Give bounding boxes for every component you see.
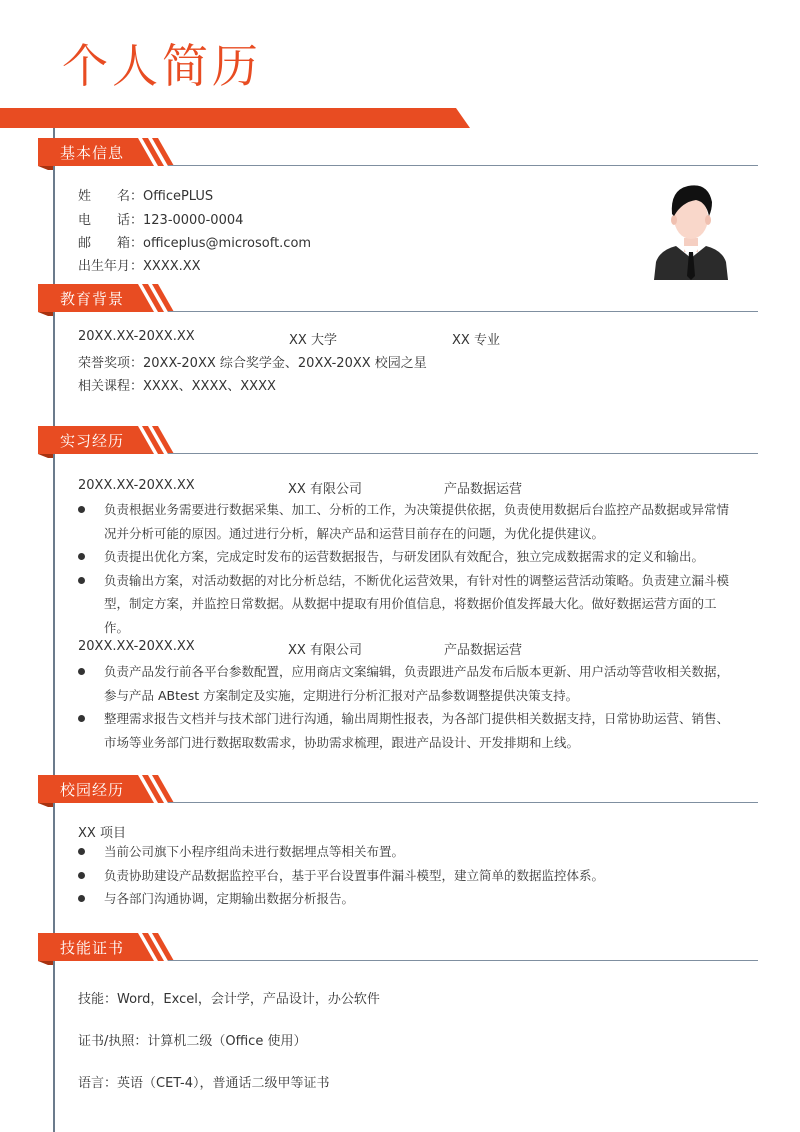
skills-line: 技能：Word，Excel，会计学，产品设计，办公软件	[78, 992, 380, 1007]
section-rule	[168, 165, 758, 166]
email-label: 邮 箱：	[78, 236, 144, 251]
section-title: 实习经历	[60, 432, 125, 450]
birth-label: 出生年月：	[78, 259, 144, 274]
section-title: 技能证书	[60, 939, 125, 957]
bullet-icon	[78, 668, 85, 675]
email-row	[78, 232, 311, 251]
honors-label: 荣誉奖项：	[78, 356, 144, 371]
list-item: 负责根据业务需要进行数据采集、加工、分析的工作，为决策提供依据，负责使用数据后台监控产品数据或异常情况并分析可能的原因。通过进行分析，解决产品和运营目前存在的问题，为优化提供建议。	[78, 498, 738, 545]
birth-value: XXXX.XX	[143, 259, 201, 274]
name-label: 姓 名：	[78, 189, 144, 204]
section-rule	[168, 802, 758, 803]
education-school: XX 大学	[289, 333, 337, 348]
section-skills-header	[38, 933, 758, 965]
section-campus-header	[38, 775, 758, 807]
top-accent-band	[0, 108, 470, 128]
certificates-line: 证书/执照：计算机二级（Office 使用）	[78, 1034, 307, 1049]
section-rule	[168, 960, 758, 961]
bullet-icon	[78, 577, 85, 584]
section-rule	[168, 311, 758, 312]
timeline-line	[53, 128, 55, 1132]
bullet-icon	[78, 872, 85, 879]
job-2-bullets	[78, 660, 738, 754]
campus-bullets	[78, 840, 738, 911]
job-1-period: 20XX.XX-20XX.XX	[78, 478, 195, 493]
phone-value: 123-0000-0004	[143, 213, 244, 228]
section-basic-header	[38, 138, 758, 170]
bullet-icon	[78, 848, 85, 855]
section-internship-header	[38, 426, 758, 458]
list-item: 整理需求报告文档并与技术部门进行沟通，输出周期性报表，为各部门提供相关数据支持，日常协助运营、销售、市场等业务部门进行数据取数需求，协助需求梳理，跟进产品设计、开发排期和上线。	[78, 707, 738, 754]
job-1-company: XX 有限公司	[288, 482, 362, 497]
section-education-header	[38, 284, 758, 316]
list-item: 负责输出方案，对活动数据的对比分析总结，不断优化运营效果，有针对性的调整运营活动策略。负责建立漏斗模型，制定方案，并监控日常数据。从数据中提取有用价值信息，将数据价值发挥最大化。做好数据运营方面的工作。	[78, 569, 738, 640]
list-item: 负责协助建设产品数据监控平台，基于平台设置事件漏斗模型，建立简单的数据监控体系。	[78, 864, 738, 888]
phone-row	[78, 209, 243, 228]
list-item: 负责提出优化方案，完成定时发布的运营数据报告，与研发团队有效配合，独立完成数据需求的定义和输出。	[78, 545, 738, 569]
languages-line: 语言：英语（CET-4），普通话二级甲等证书	[78, 1076, 330, 1091]
campus-project: XX 项目	[78, 826, 126, 841]
section-title: 教育背景	[60, 290, 125, 308]
honors-value: 20XX-20XX 综合奖学金、20XX-20XX 校园之星	[143, 356, 427, 371]
education-major: XX 专业	[452, 333, 500, 348]
bullet-icon	[78, 715, 85, 722]
phone-label: 电 话：	[78, 213, 144, 228]
name-value: OfficePLUS	[143, 189, 214, 204]
list-item: 与各部门沟通协调，定期输出数据分析报告。	[78, 887, 738, 911]
bullet-icon	[78, 506, 85, 513]
resume-title: 个人简历	[62, 39, 262, 93]
education-courses-row	[78, 375, 276, 394]
section-rule	[168, 453, 758, 454]
job-1-bullets	[78, 498, 738, 639]
courses-value: XXXX、XXXX、XXXX	[143, 379, 276, 394]
list-item: 当前公司旗下小程序组尚未进行数据埋点等相关布置。	[78, 840, 738, 864]
name-row	[78, 185, 213, 204]
job-1-role: 产品数据运营	[444, 482, 523, 497]
education-honors-row	[78, 352, 427, 371]
education-period: 20XX.XX-20XX.XX	[78, 329, 195, 344]
person-avatar-icon	[652, 180, 730, 280]
email-value: officeplus@microsoft.com	[143, 236, 312, 251]
bullet-icon	[78, 895, 85, 902]
section-title: 基本信息	[60, 144, 125, 162]
list-item: 负责产品发行前各平台参数配置，应用商店文案编辑，负责跟进产品发布后版本更新、用户活动等营收相关数据，参与产品 ABtest 方案制定及实施，定期进行分析汇报对产品参数调整提供决策支持。	[78, 660, 738, 707]
bullet-icon	[78, 553, 85, 560]
section-title: 校园经历	[60, 781, 125, 799]
job-2-company: XX 有限公司	[288, 643, 362, 658]
courses-label: 相关课程：	[78, 379, 144, 394]
birth-row	[78, 255, 201, 274]
job-2-period: 20XX.XX-20XX.XX	[78, 639, 195, 654]
job-2-role: 产品数据运营	[444, 643, 523, 658]
